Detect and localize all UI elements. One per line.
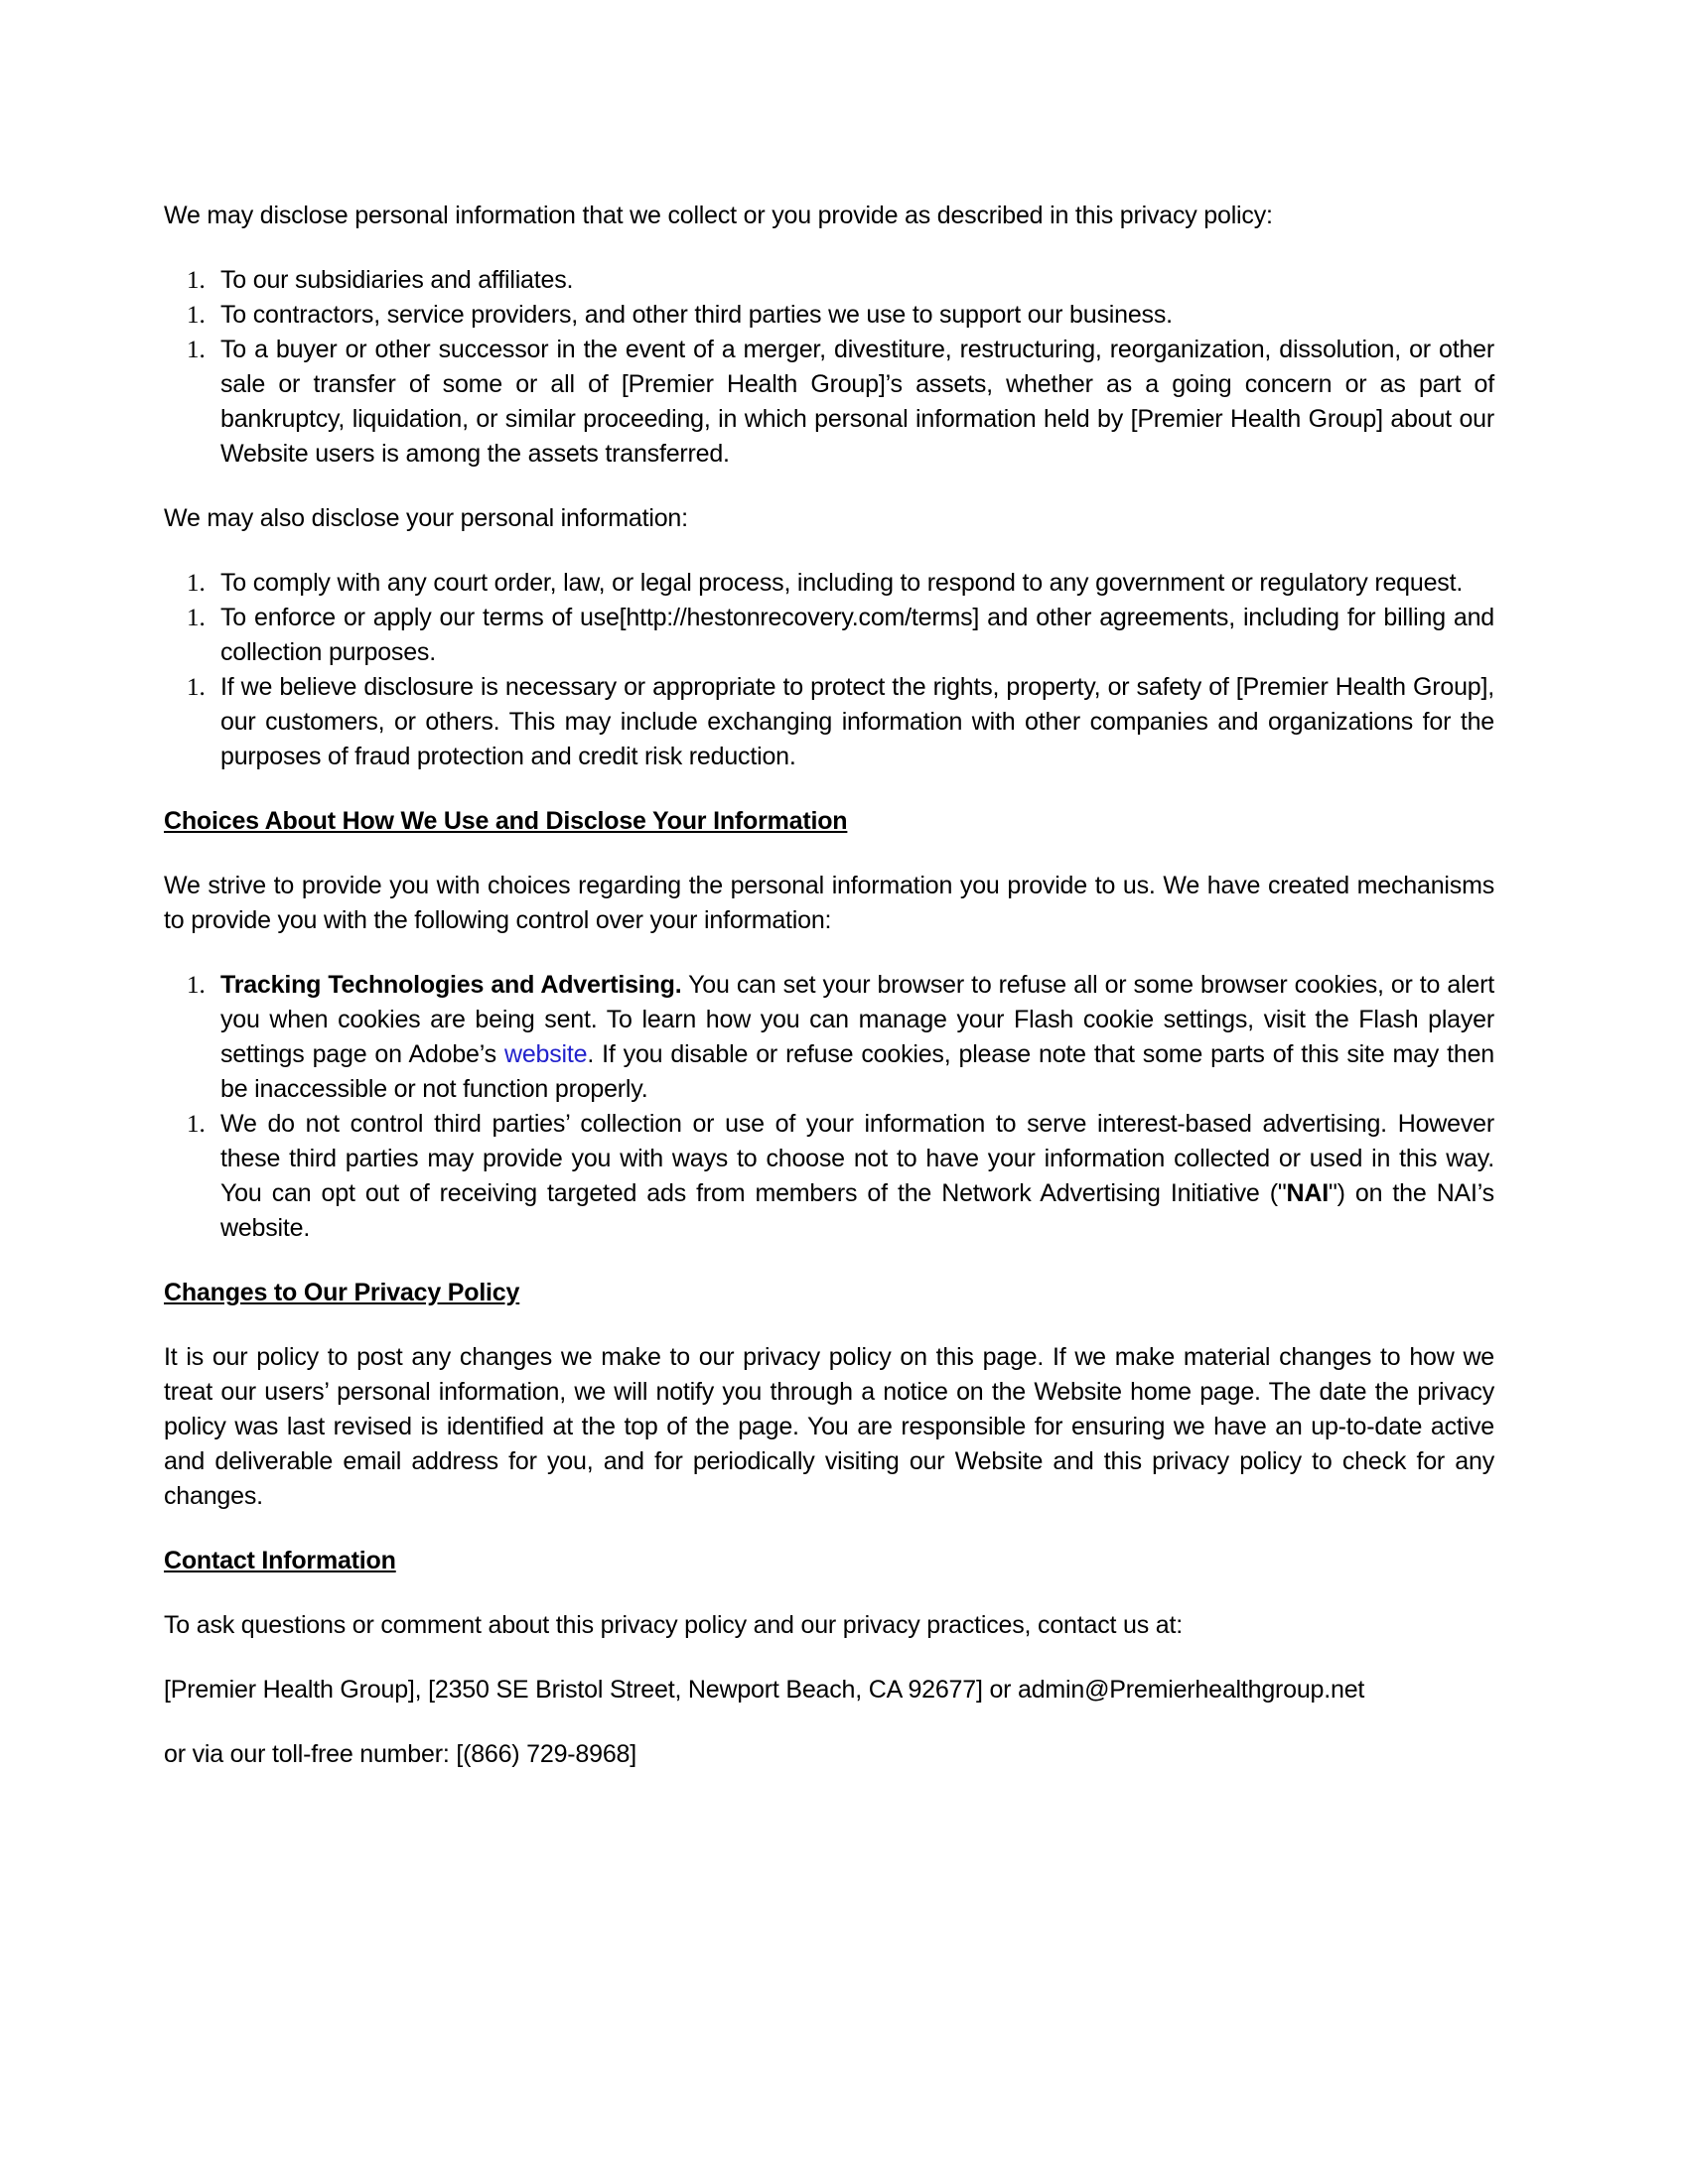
- document-body: [164, 199, 1494, 1772]
- list-item-number: 1.: [187, 302, 206, 329]
- section-heading: Contact Information: [164, 1547, 396, 1574]
- list-item-number: 1.: [187, 337, 206, 363]
- list-item: 1. Tracking Technologies and Advertising. You can set your browser to refuse all or some browser cookies, or to alert you when cookies are being sent. To learn how you can manage your Flash cookie settings, visit the Flash player settings page on Adobe’s website. If you disable or refuse cookies, please note that some parts of this site may then be inaccessible or not function properly.: [164, 968, 1494, 1107]
- list-item-number: 1.: [187, 570, 206, 597]
- section-heading: Changes to Our Privacy Policy: [164, 1279, 520, 1306]
- paragraph: or via our toll-free number: [(866) 729-8968]: [164, 1740, 636, 1768]
- paragraph: [Premier Health Group], [2350 SE Bristol Street, Newport Beach, CA 92677] or admin@Premierhealthgroup.net: [164, 1676, 1365, 1704]
- list-item-number: 1.: [187, 674, 206, 701]
- section-heading: Choices About How We Use and Disclose Your Information: [164, 807, 848, 835]
- paragraph: We may also disclose your personal information:: [164, 504, 688, 532]
- list-item: 1. To a buyer or other successor in the event of a merger, divestiture, restructuring, reorganization, dissolution, or other sale or transfer of some or all of [Premier Health Group]’s assets, whether as a going concern or as part of bankruptcy, liquidation, or similar proceeding, in which personal information held by [Premier Health Group] about our Website users is among the assets transferred.: [164, 333, 1494, 472]
- list-item: 1. We do not control third parties’ collection or use of your information to serve interest-based advertising. However these third parties may provide you with ways to choose not to have your information collected or used in this way. You can opt out of receiving targeted ads from members of the Network Advertising Initiative ("NAI") on the NAI’s website.: [164, 1107, 1494, 1246]
- bold-text: Tracking Technologies and Advertising.: [220, 971, 682, 999]
- list-item: 1. To our subsidiaries and affiliates.: [164, 263, 1494, 298]
- list-item: 1. To enforce or apply our terms of use[http://hestonrecovery.com/terms] and other agreements, including for billing and collection purposes.: [164, 601, 1494, 670]
- list-item: 1. To comply with any court order, law, or legal process, including to respond to any government or regulatory request.: [164, 566, 1494, 601]
- list-item: 1. If we believe disclosure is necessary or appropriate to protect the rights, property, or safety of [Premier Health Group], our customers, or others. This may include exchanging information with other companies and organizations for the purposes of fraud protection and credit risk reduction.: [164, 670, 1494, 774]
- paragraph: It is our policy to post any changes we make to our privacy policy on this page. If we make material changes to how we treat our users’ personal information, we will notify you through a notice on the Website home page. The date the privacy policy was last revised is identified at the top of the page. You are responsible for ensuring we have an up-to-date active and deliverable email address for you, and for periodically visiting our Website and this privacy policy to check for any changes.: [164, 1343, 1494, 1510]
- list-item-number: 1.: [187, 1111, 206, 1138]
- bold-text: NAI: [1286, 1179, 1329, 1207]
- paragraph: We may disclose personal information that we collect or you provide as described in this privacy policy:: [164, 202, 1273, 229]
- website-link[interactable]: website: [503, 1040, 588, 1068]
- list-item-number: 1.: [187, 267, 206, 294]
- list-item-number: 1.: [187, 972, 206, 999]
- list-item-number: 1.: [187, 605, 206, 631]
- paragraph: To ask questions or comment about this privacy policy and our privacy practices, contact us at:: [164, 1611, 1183, 1639]
- numbered-list: [164, 968, 1494, 1246]
- numbered-list: [164, 566, 1494, 774]
- paragraph: We strive to provide you with choices regarding the personal information you provide to us. We have created mechanisms to provide you with the following control over your information:: [164, 872, 1494, 934]
- list-item: 1. To contractors, service providers, and other third parties we use to support our business.: [164, 298, 1494, 333]
- numbered-list: [164, 263, 1494, 472]
